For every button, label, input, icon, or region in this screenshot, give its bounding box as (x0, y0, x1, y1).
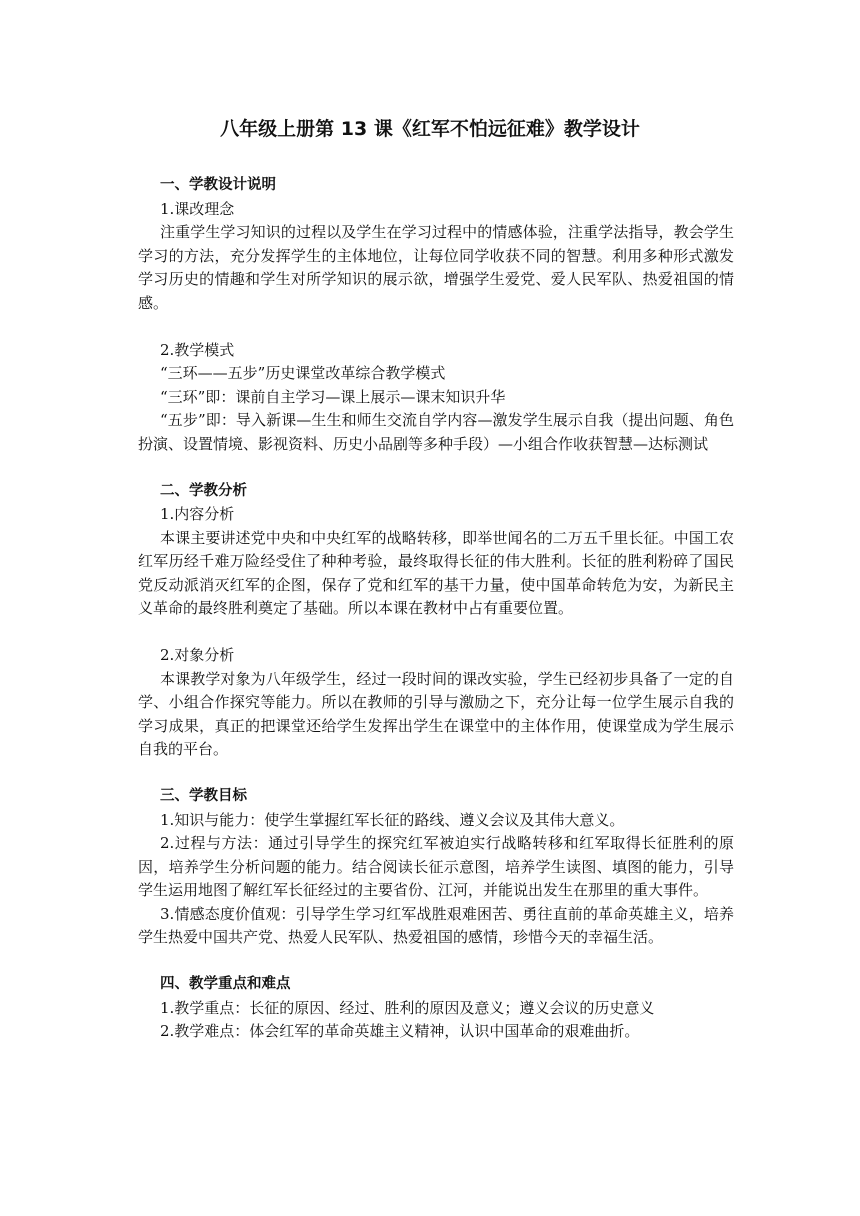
section-objectives (138, 785, 734, 950)
blank-line (138, 315, 734, 339)
paragraph: 2.教学难点：体会红军的革命英雄主义精神，认识中国革命的艰难曲折。 (160, 1022, 640, 1040)
blank-line (138, 456, 734, 480)
paragraph: 本课主要讲述党中央和中央红军的战略转移，即举世闻名的二万五千里长征。中国工农红军历经千难万险经受住了种种考验，最终取得长征的伟大胜利。长征的胜利粉碎了国民党反动派消灭红军的企图，保存了党和红军的基干力量，使中国革命转危为安，为新民主义革命的最终胜利奠定了基础。所以本课在教材中占有重要位置。 (138, 528, 734, 617)
paragraph: 1.知识与能力：使学生掌握红军长征的路线、遵义会议及其伟大意义。 (160, 810, 625, 829)
section-heading: 四、教学重点和难点 (160, 976, 291, 992)
paragraph: “三环”即：课前自主学习—课上展示—课末知识升华 (160, 387, 506, 406)
blank-line (138, 762, 734, 786)
paragraph: 1.教学重点：长征的原因、经过、胜利的原因及意义；遵义会议的历史意义 (160, 998, 655, 1017)
paragraph: 本课教学对象为八年级学生，经过一段时间的课改实验，学生已经初步具备了一定的自学、小组合作探究等能力。所以在教师的引导与激励之下，充分让每一位学生展示自我的学习成果，真正的把课堂还给学生发挥出学生在课堂中的主体作用，使课堂成为学生展示自我的平台。 (138, 669, 734, 758)
section-key-points (138, 973, 734, 1044)
paragraph: “五步”即：导入新课—生生和师生交流自学内容—激发学生展示自我（提出问题、角色扮演、设置情境、影视资料、历史小品剧等多种手段）—小组合作收获智慧—达标测试 (138, 411, 734, 453)
paragraph: 2.过程与方法：通过引导学生的探究红军被迫实行战略转移和红军取得长征胜利的原因，培养学生分析问题的能力。结合阅读长征示意图，培养学生读图、填图的能力，引导学生运用地图了解红军长征经过的主要省份、江河，并能说出发生在那里的重大事件。 (138, 834, 734, 899)
blank-line (138, 621, 734, 645)
document-title: 八年级上册第 13 课《红军不怕远征难》教学设计 (220, 118, 640, 140)
paragraph: “三环——五步”历史课堂改革综合教学模式 (160, 364, 446, 382)
paragraph: 3.情感态度价值观：引导学生学习红军战胜艰难困苦、勇往直前的革命英雄主义，培养学生热爱中国共产党、热爱人民军队、热爱祖国的感情，珍惜今天的幸福生活。 (138, 904, 734, 946)
blank-line (138, 950, 734, 974)
document-body (138, 174, 734, 1044)
section-design-notes (138, 174, 734, 456)
section-heading: 二、学教分析 (160, 482, 247, 499)
subheading: 2.教学模式 (160, 340, 235, 359)
paragraph: 注重学生学习知识的过程以及学生在学习过程中的情感体验，注重学法指导，教会学生学习的方法，充分发挥学生的主体地位，让每位同学收获不同的智慧。利用多种形式激发学习历史的情趣和学生对所学知识的展示欲，增强学生爱党、爱人民军队、热爱祖国的情感。 (138, 223, 734, 312)
subheading: 2.对象分析 (160, 646, 235, 664)
subheading: 1.课改理念 (160, 199, 235, 218)
section-analysis (138, 480, 734, 762)
subheading: 1.内容分析 (160, 505, 235, 523)
section-heading: 三、学教目标 (160, 788, 247, 804)
section-heading: 一、学教设计说明 (160, 177, 276, 193)
